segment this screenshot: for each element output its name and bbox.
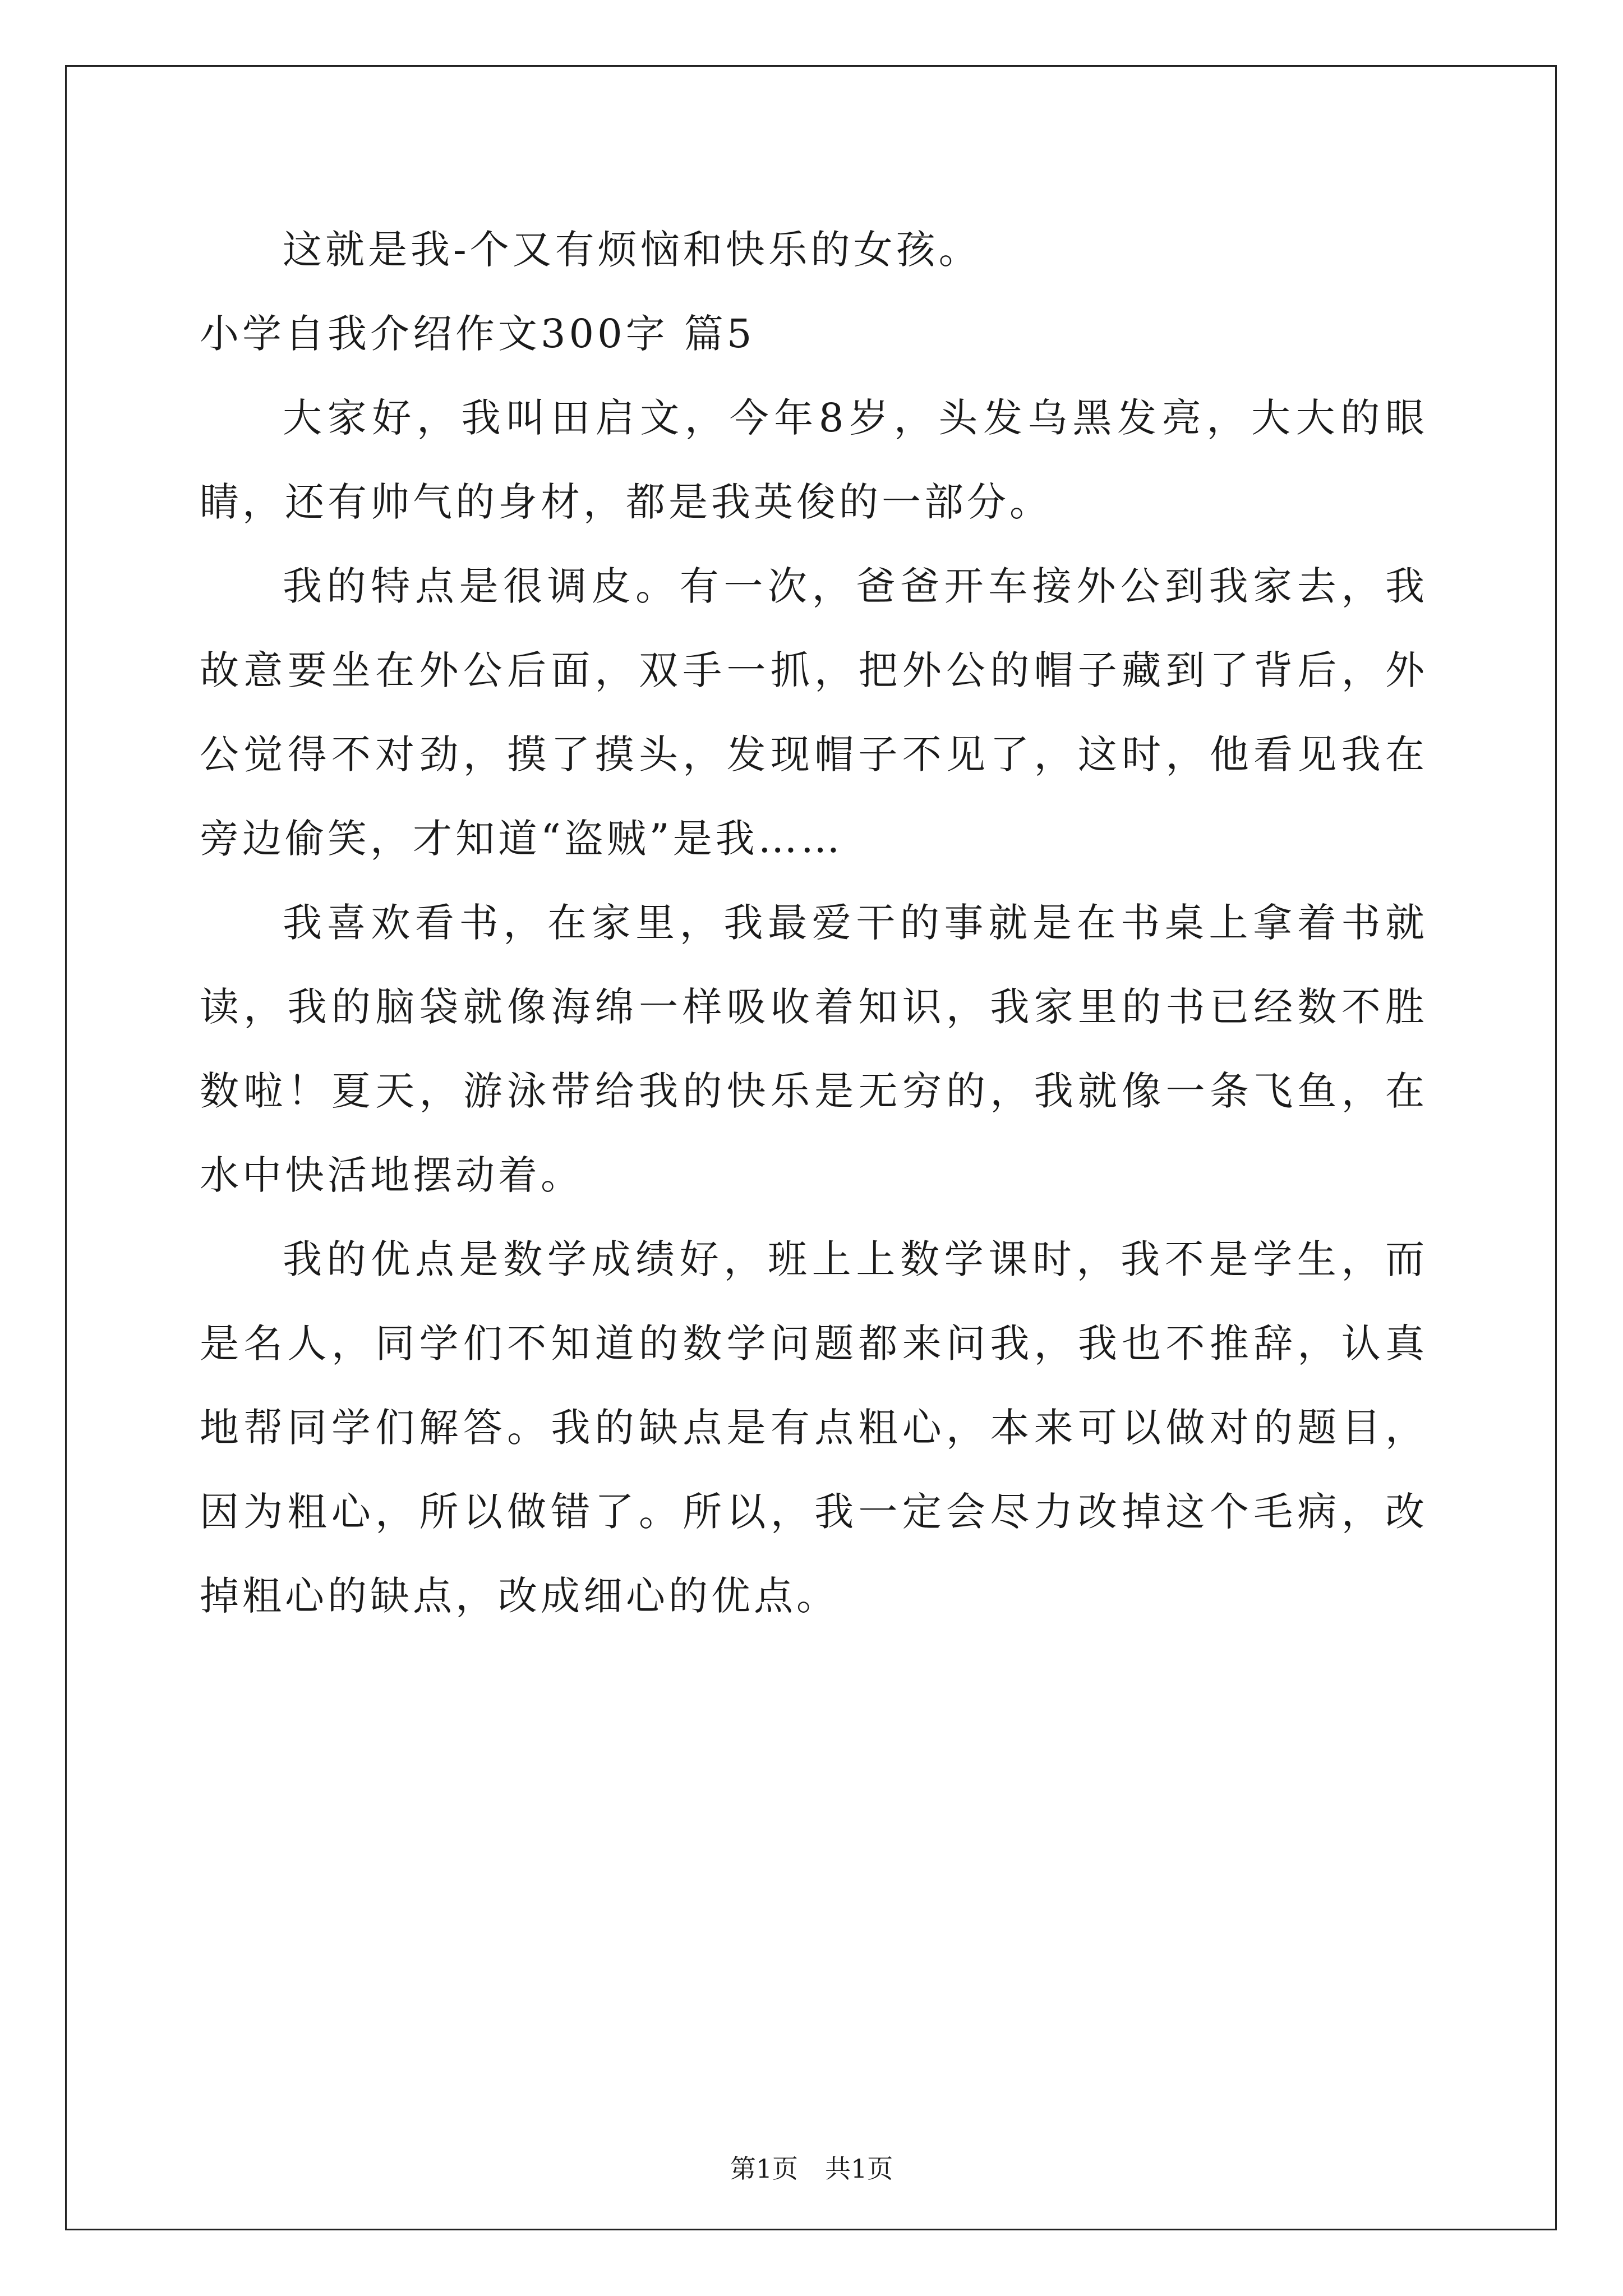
- document-body: [200, 208, 1428, 1638]
- page-number-total: 共1页: [825, 2154, 893, 2184]
- paragraph-strengths: 我的优点是数学成绩好，班上上数学课时，我不是学生，而是名人，同学们不知道的数学问题都来问我，我也不推辞，认真地帮同学们解答。我的缺点是有点粗心，本来可以做对的题目，因为粗心，所以做错了。所以，我一定会尽力改掉这个毛病，改掉粗心的缺点，改成细心的优点。: [200, 1236, 1428, 1619]
- page-footer: [0, 2148, 1623, 2185]
- paragraph-closing: 这就是我-个又有烦恼和快乐的女孩。: [283, 227, 981, 273]
- paragraph-trait: 我的特点是很调皮。有一次，爸爸开车接外公到我家去，我故意要坐在外公后面，双手一抓，把外公的帽子藏到了背后，外公觉得不对劲，摸了摸头，发现帽子不见了，这时，他看见我在旁边偷笑，才知道“盗贼”是我……: [200, 563, 1428, 862]
- page-number-current: 第1页: [730, 2154, 798, 2184]
- paragraph-intro: 大家好，我叫田启文，今年8岁，头发乌黑发亮，大大的眼睛，还有帅气的身材，都是我英俊的一部分。: [200, 395, 1428, 525]
- section-heading: 小学自我介绍作文300字 篇5: [200, 311, 755, 357]
- paragraph-hobby: 我喜欢看书，在家里，我最爱干的事就是在书桌上拿着书就读，我的脑袋就像海绵一样吸收着知识，我家里的书已经数不胜数啦！夏天，游泳带给我的快乐是无穷的，我就像一条飞鱼，在水中快活地摆动着。: [200, 900, 1428, 1198]
